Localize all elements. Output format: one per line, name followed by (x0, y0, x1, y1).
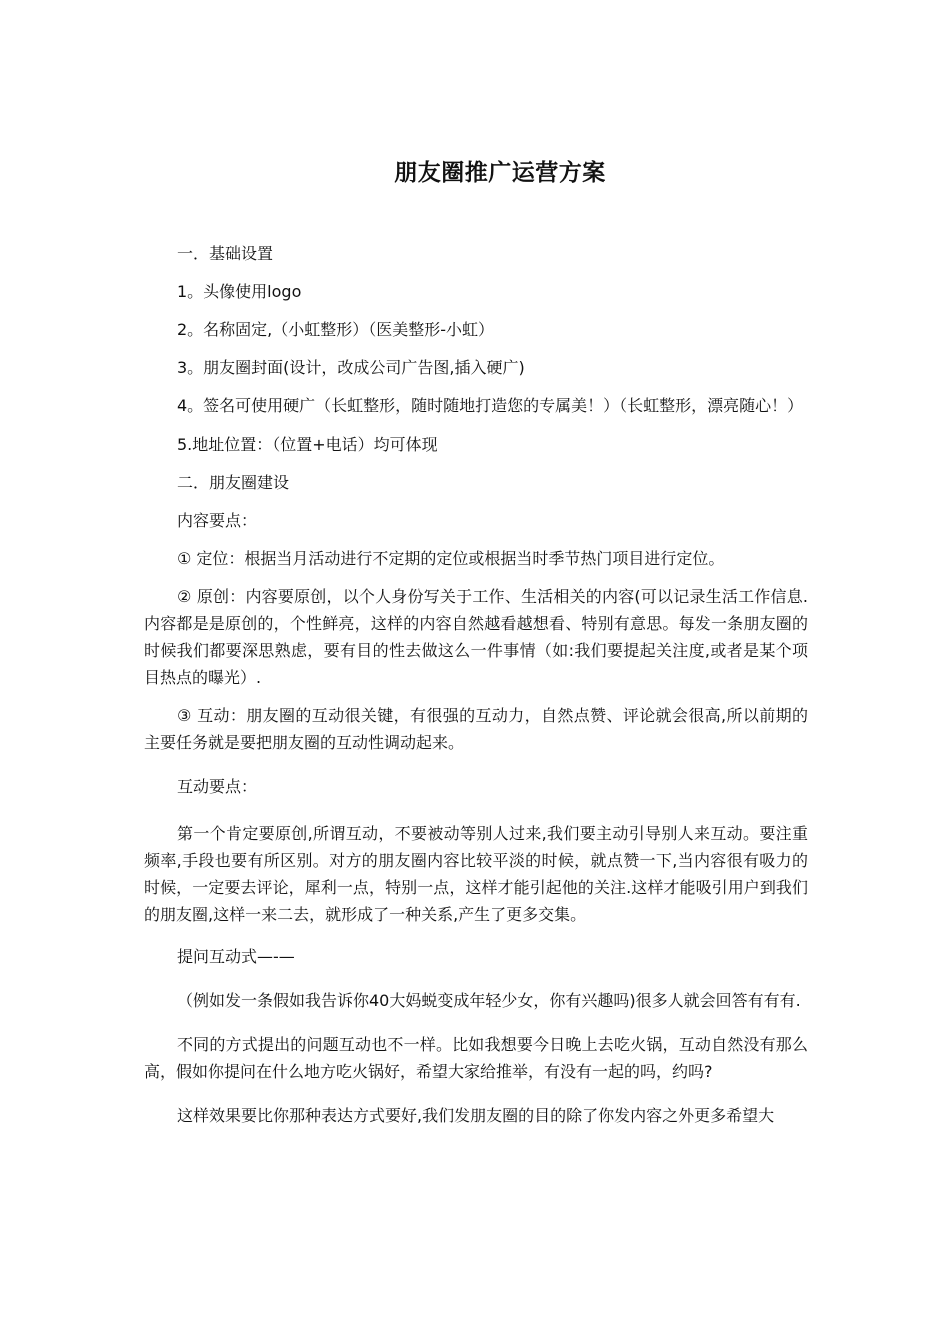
document-body (144, 240, 808, 1129)
list-item-signature: 4。签名可使用硬广（长虹整形，随时随地打造您的专属美！）（长虹整形，漂亮随心！） (177, 396, 804, 415)
content-points-label: 内容要点： (177, 511, 258, 530)
document-title: 朋友圈推广运营方案 (394, 160, 606, 186)
section-heading-basic-settings: 一．基础设置 (177, 244, 274, 263)
paragraph-question-styles: 不同的方式提出的问题互动也不一样。比如我想要今日晚上去吃火锅，互动自然没有那么高，假如你提问在什么地方吃火锅好，希望大家给推举，有没有一起的吗，约吗? (144, 1035, 808, 1081)
list-item-cover: 3。朋友圈封面(设计，改成公司广告图,插入硬广) (177, 358, 525, 377)
paragraph-example: （例如发一条假如我告诉你40大妈蜕变成年轻少女，你有兴趣吗)很多人就会回答有有有. (177, 991, 801, 1010)
point-interaction: ③ 互动：朋友圈的互动很关键，有很强的互动力，自然点赞、评论就会很高,所以前期的主要任务就是要把朋友圈的互动性调动起来。 (144, 706, 808, 752)
interaction-points-label: 互动要点： (177, 777, 258, 796)
paragraph-interaction-detail: 第一个肯定要原创,所谓互动，不要被动等别人过来,我们要主动引导别人来互动。要注重频率,手段也要有所区别。对方的朋友圈内容比较平淡的时候，就点赞一下,当内容很有吸力的时候，一定要去评论，犀利一点，特别一点，这样才能引起他的关注.这样才能吸引用户到我们的朋友圈,这样一来二去，就形成了一种关系,产生了更多交集。 (144, 824, 808, 924)
point-originality: ② 原创：内容要原创，以个人身份写关于工作、生活相关的内容(可以记录生活工作信息.内容都是是原创的，个性鲜亮，这样的内容自然越看越想看、特别有意思。每发一条朋友圈的时候我们都要深思熟虑，要有目的性去做这么一件事情（如:我们要提起关注度,或者是某个项目热点的曝光）. (144, 587, 808, 687)
paragraph-effect: 这样效果要比你那种表达方式要好,我们发朋友圈的目的除了你发内容之外更多希望大 (177, 1106, 775, 1125)
list-item-name: 2。名称固定,（小虹整形）（医美整形-小虹） (177, 320, 495, 339)
question-interaction-label: 提问互动式—-— (177, 947, 295, 966)
point-positioning: ① 定位：根据当月活动进行不定期的定位或根据当时季节热门项目进行定位。 (177, 549, 725, 568)
list-item-address: 5.地址位置：（位置+电话）均可体现 (177, 435, 438, 454)
list-item-avatar: 1。头像使用logo (177, 282, 302, 301)
section-heading-moments-building: 二．朋友圈建设 (177, 473, 290, 492)
